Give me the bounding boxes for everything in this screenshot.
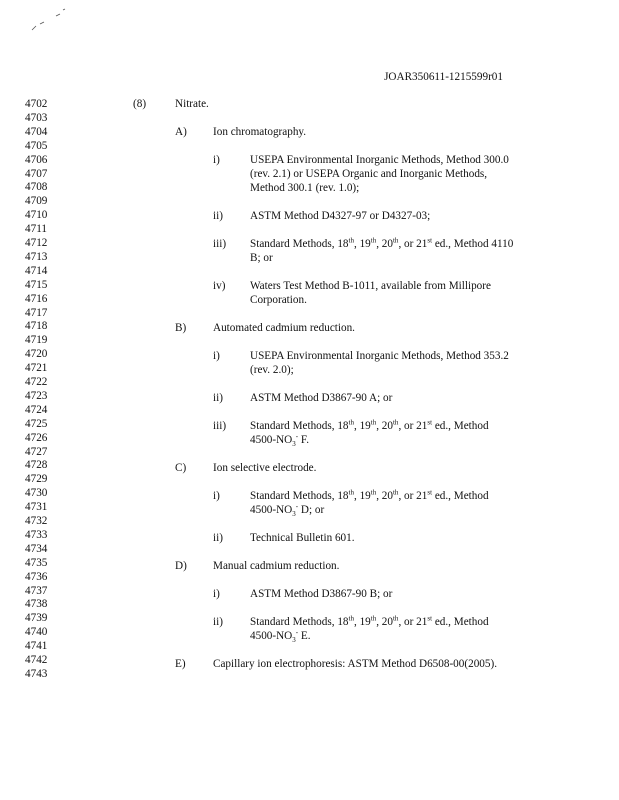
line-number: 4724 — [25, 403, 48, 416]
line-number: 4709 — [25, 195, 48, 208]
item-label: ii) — [213, 532, 223, 544]
line-number: 4707 — [25, 167, 48, 180]
line-number: 4741 — [25, 640, 48, 653]
line-number: 4726 — [25, 431, 48, 444]
line-number: 4743 — [25, 667, 48, 680]
line-number: 4742 — [25, 654, 48, 666]
item-text: ASTM Method D3867-90 B; or — [250, 588, 393, 600]
subsection-b-title: Automated cadmium reduction. — [213, 322, 355, 334]
line-number: 4736 — [25, 570, 48, 583]
item-label: i) — [213, 490, 220, 502]
line-number: 4713 — [25, 250, 48, 263]
item-label: iii) — [213, 420, 227, 432]
line-number: 4719 — [25, 334, 48, 347]
line-number: 4734 — [25, 542, 48, 555]
line-number: 4703 — [25, 111, 48, 124]
subsection-d-title: Manual cadmium reduction. — [213, 560, 340, 572]
line-number: 4702 — [25, 98, 48, 110]
line-number: 4733 — [25, 528, 48, 541]
subsection-b-label: B) — [175, 322, 187, 334]
line-number: 4717 — [25, 306, 48, 319]
subsection-a-label: A) — [175, 126, 187, 138]
scan-mark — [30, 4, 70, 34]
line-number: 4710 — [25, 209, 48, 222]
item-text: Standard Methods, 18th, 19th, 20th, or 21st ed., Method 4110 — [250, 236, 514, 250]
line-number: 4711 — [25, 223, 47, 236]
line-number: 4716 — [25, 292, 48, 305]
item-text: Waters Test Method B-1011, available from Millipore — [250, 280, 491, 292]
line-number: 4715 — [25, 278, 48, 291]
item-text: Standard Methods, 18th, 19th, 20th, or 21st ed., Method — [250, 488, 489, 502]
item-text: Corporation. — [250, 294, 307, 306]
line-number: 4722 — [25, 376, 48, 388]
item-text: ASTM Method D3867-90 A; or — [250, 392, 393, 404]
item-label: ii) — [213, 392, 223, 404]
item-text: Standard Methods, 18th, 19th, 20th, or 21st ed., Method — [250, 614, 489, 628]
line-number: 4704 — [25, 125, 48, 138]
item-label: i) — [213, 588, 220, 600]
section-number: (8) — [133, 98, 147, 110]
line-number: 4714 — [25, 264, 48, 277]
item-label: ii) — [213, 210, 223, 222]
line-number: 4708 — [25, 181, 48, 194]
line-number: 4740 — [25, 626, 48, 639]
line-number: 4729 — [25, 473, 48, 486]
item-text: ASTM Method D4327-97 or D4327-03; — [250, 210, 431, 222]
item-label: iv) — [213, 280, 226, 292]
line-number: 4723 — [25, 389, 48, 402]
subsection-c-label: C) — [175, 462, 187, 474]
line-number: 4735 — [25, 556, 48, 569]
item-text: B; or — [250, 252, 273, 264]
item-text: $4500-NO_3^-$ E. — [250, 628, 311, 645]
subsection-e-label: E) — [175, 658, 186, 670]
subsection-a-title: Ion chromatography. — [213, 126, 307, 138]
item-label: i) — [213, 154, 220, 166]
line-number: 4718 — [25, 320, 48, 333]
line-number: 4738 — [25, 598, 48, 611]
item-text: Standard Methods, 18th, 19th, 20th, or 21st ed., Method — [250, 418, 489, 432]
line-number: 4728 — [25, 459, 48, 472]
item-text: Technical Bulletin 601. — [250, 532, 355, 544]
section-title: Nitrate. — [175, 98, 209, 110]
line-number: 4725 — [25, 417, 48, 430]
line-number: 4712 — [25, 237, 48, 249]
line-number: 4737 — [25, 584, 48, 597]
item-label: iii) — [213, 238, 227, 250]
item-text: USEPA Environmental Inorganic Methods, Method 300.0 — [250, 154, 509, 166]
line-number: 4720 — [25, 348, 48, 361]
item-label: i) — [213, 350, 220, 362]
item-text: Method 300.1 (rev. 1.0); — [250, 182, 360, 194]
item-text: $4500-NO_3^-$ F. — [250, 432, 310, 449]
item-text: USEPA Environmental Inorganic Methods, Method 353.2 — [250, 350, 509, 362]
line-number: 4730 — [25, 487, 48, 500]
line-number: 4721 — [25, 362, 48, 375]
subsection-d-label: D) — [175, 560, 187, 572]
item-text: (rev. 2.1) or USEPA Organic and Inorganic Methods, — [250, 168, 488, 180]
line-number: 4739 — [25, 612, 48, 625]
line-number: 4727 — [25, 445, 48, 458]
item-text: (rev. 2.0); — [250, 364, 294, 376]
subsection-c-title: Ion selective electrode. — [213, 462, 317, 474]
subsection-e-title: Capillary ion electrophoresis: ASTM Method D6508-00(2005). — [213, 658, 497, 670]
line-number: 4706 — [25, 153, 48, 166]
line-number: 4705 — [25, 139, 48, 152]
item-text: $4500-NO_3^-$ D; or — [250, 502, 325, 519]
line-number: 4731 — [25, 501, 48, 514]
item-label: ii) — [213, 616, 223, 628]
line-number: 4732 — [25, 515, 48, 527]
document-id: JOAR350611-1215599r01 — [384, 71, 503, 83]
